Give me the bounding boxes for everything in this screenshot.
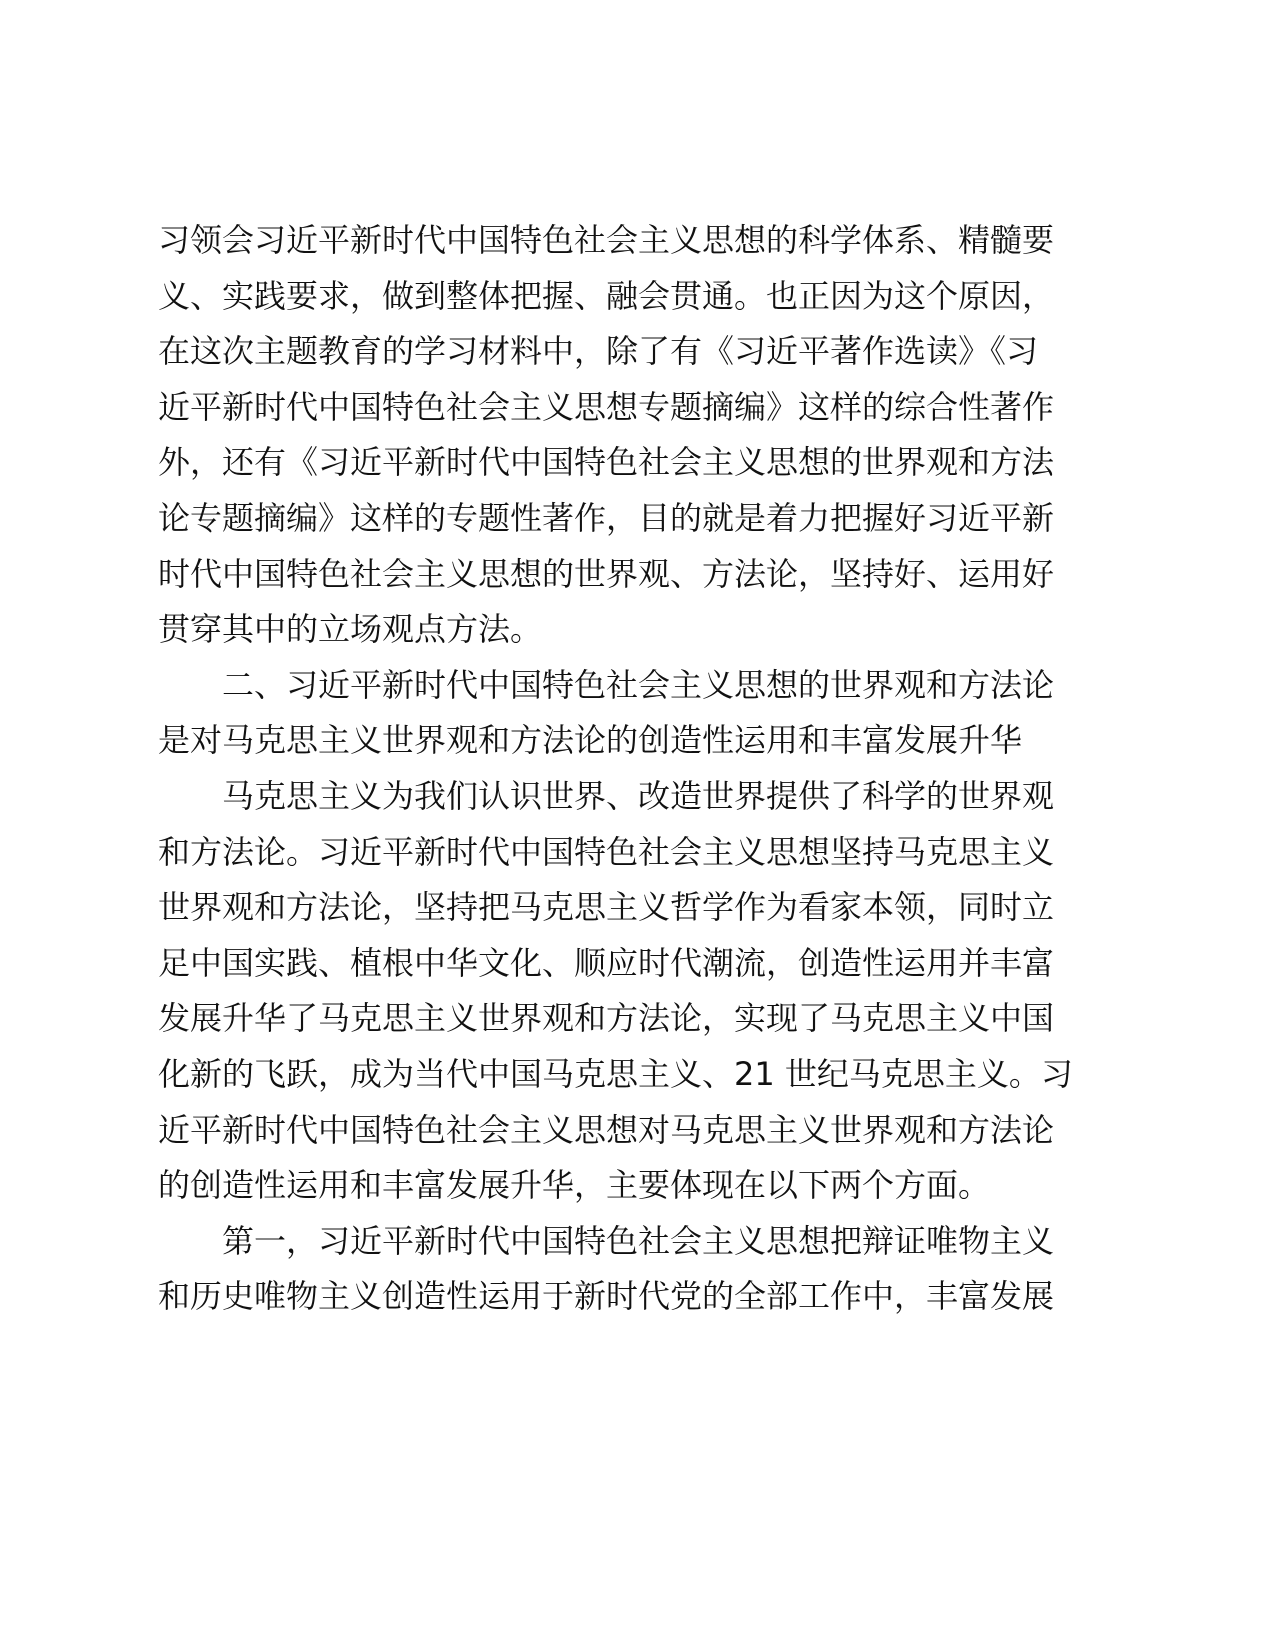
text-line: 习领会习近平新时代中国特色社会主义思想的科学体系、精髓要: [158, 221, 1055, 259]
section-heading-line: 二、习近平新时代中国特色社会主义思想的世界观和方法论: [222, 665, 1055, 704]
text-line: 外，还有《习近平新时代中国特色社会主义思想的世界观和方法: [158, 443, 1055, 482]
text-line: 世界观和方法论，坚持把马克思主义哲学作为看家本领，同时立: [158, 888, 1055, 927]
text-line: 和方法论。习近平新时代中国特色社会主义思想坚持马克思主义: [158, 832, 1055, 871]
text-line: 和历史唯物主义创造性运用于新时代党的全部工作中，丰富发展: [158, 1277, 1055, 1316]
text-line: 近平新时代中国特色社会主义思想专题摘编》这样的综合性著作: [158, 387, 1055, 426]
section-heading-line: 是对马克思主义世界观和方法论的创造性运用和丰富发展升华: [158, 721, 1023, 760]
text-line: 化新的飞跃，成为当代中国马克思主义、21 世纪马克思主义。习: [158, 1054, 1073, 1093]
text-line: 论专题摘编》这样的专题性著作，目的就是着力把握好习近平新: [158, 498, 1055, 537]
text-line: 在这次主题教育的学习材料中，除了有《习近平著作选读》《习: [158, 332, 1039, 371]
text-line: 发展升华了马克思主义世界观和方法论，实现了马克思主义中国: [158, 999, 1055, 1038]
text-line: 贯穿其中的立场观点方法。: [158, 610, 543, 649]
text-line: 第一，习近平新时代中国特色社会主义思想把辩证唯物主义: [222, 1221, 1055, 1260]
text-line: 马克思主义为我们认识世界、改造世界提供了科学的世界观: [222, 776, 1055, 815]
text-line: 义、实践要求，做到整体把握、融会贯通。也正因为这个原因，: [158, 276, 1055, 315]
text-line: 近平新时代中国特色社会主义思想对马克思主义世界观和方法论: [158, 1110, 1055, 1149]
text-line: 时代中国特色社会主义思想的世界观、方法论，坚持好、运用好: [158, 554, 1055, 593]
body-text: [158, 213, 1073, 1325]
text-line: 的创造性运用和丰富发展升华，主要体现在以下两个方面。: [158, 1166, 991, 1205]
text-line: 足中国实践、植根中华文化、顺应时代潮流，创造性运用并丰富: [158, 943, 1055, 982]
